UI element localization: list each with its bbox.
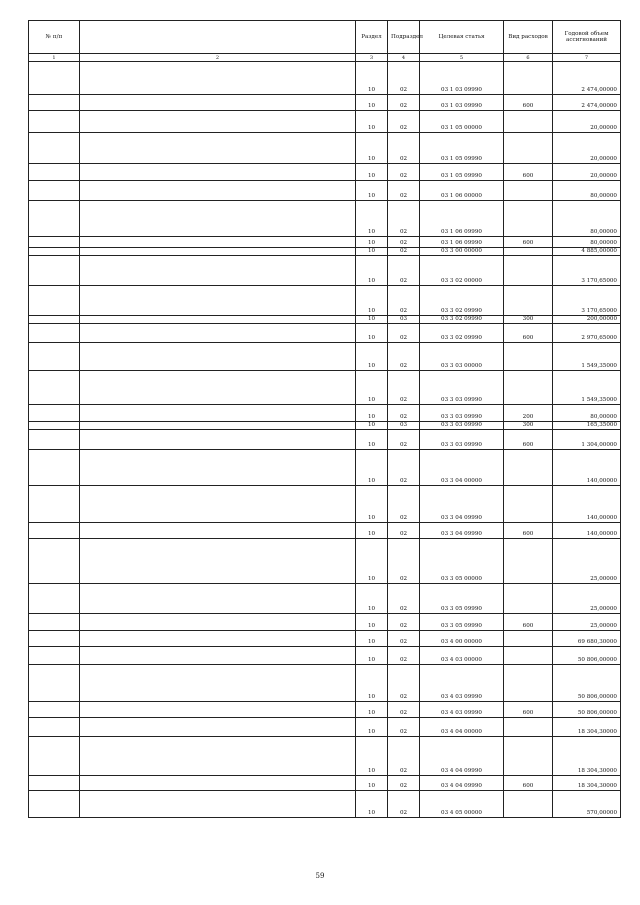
description-cell [80, 95, 356, 111]
table-row [29, 776, 621, 791]
table-row [29, 486, 621, 523]
subsection-cell: 02 [388, 286, 420, 316]
table-row [29, 584, 621, 614]
description-cell [80, 201, 356, 237]
amount-cell: 2 474,00000 [553, 95, 621, 111]
expense-type-cell [504, 647, 553, 665]
row-number-cell [29, 111, 80, 133]
subsection-cell: 02 [388, 324, 420, 343]
expense-type-cell [504, 371, 553, 405]
amount-cell: 50 806,00000 [553, 665, 621, 702]
subsection-cell: 02 [388, 201, 420, 237]
amount-cell: 80,00000 [553, 181, 621, 201]
target-item-cell: 03 3 04 00000 [420, 450, 504, 486]
expense-type-cell: 600 [504, 95, 553, 111]
target-item-cell: 03 3 02 09990 [420, 324, 504, 343]
amount-cell: 4 885,00000 [553, 248, 621, 256]
expense-type-cell [504, 286, 553, 316]
table-row [29, 450, 621, 486]
table-row [29, 614, 621, 631]
description-cell [80, 539, 356, 584]
row-number-cell [29, 737, 80, 776]
table-row [29, 718, 621, 737]
subsection-cell: 02 [388, 737, 420, 776]
column-number: 6 [504, 54, 553, 62]
expense-type-cell: 600 [504, 614, 553, 631]
target-item-cell: 03 4 03 00000 [420, 647, 504, 665]
expense-type-cell [504, 631, 553, 647]
description-cell [80, 405, 356, 422]
expense-type-cell [504, 111, 553, 133]
subsection-cell: 02 [388, 248, 420, 256]
header-target-item: Целевая статья [420, 21, 504, 54]
description-cell [80, 286, 356, 316]
table-row [29, 256, 621, 286]
section-cell: 10 [356, 164, 388, 181]
subsection-cell: 02 [388, 95, 420, 111]
subsection-cell: 02 [388, 405, 420, 422]
row-number-cell [29, 647, 80, 665]
amount-cell: 25,00000 [553, 584, 621, 614]
target-item-cell: 03 3 04 09990 [420, 486, 504, 523]
table-row [29, 133, 621, 164]
section-cell: 10 [356, 201, 388, 237]
description-cell [80, 718, 356, 737]
row-number-cell [29, 164, 80, 181]
table-row [29, 324, 621, 343]
expense-type-cell [504, 201, 553, 237]
section-cell: 10 [356, 237, 388, 248]
target-item-cell: 03 4 04 09990 [420, 737, 504, 776]
section-cell: 10 [356, 702, 388, 718]
column-number: 3 [356, 54, 388, 62]
amount-cell: 20,00000 [553, 111, 621, 133]
amount-cell: 1 549,35000 [553, 343, 621, 371]
amount-cell: 80,00000 [553, 405, 621, 422]
row-number-cell [29, 665, 80, 702]
expense-type-cell: 600 [504, 523, 553, 539]
subsection-cell: 02 [388, 665, 420, 702]
row-number-cell [29, 486, 80, 523]
description-cell [80, 776, 356, 791]
expense-type-cell [504, 737, 553, 776]
table-row [29, 422, 621, 430]
description-cell [80, 647, 356, 665]
row-number-cell [29, 422, 80, 430]
target-item-cell: 03 3 02 09990 [420, 316, 504, 324]
row-number-cell [29, 371, 80, 405]
header-annual-volume: Годовой объем ассигнований [553, 21, 621, 54]
table-row [29, 181, 621, 201]
subsection-cell: 02 [388, 133, 420, 164]
target-item-cell: 03 3 03 09990 [420, 430, 504, 450]
budget-table [28, 20, 621, 818]
target-item-cell: 03 3 02 00000 [420, 256, 504, 286]
row-number-cell [29, 324, 80, 343]
section-cell: 10 [356, 584, 388, 614]
description-cell [80, 450, 356, 486]
header-expense-type: Вид расходов [504, 21, 553, 54]
description-cell [80, 631, 356, 647]
row-number-cell [29, 776, 80, 791]
amount-cell: 18 304,30000 [553, 737, 621, 776]
description-cell [80, 62, 356, 95]
target-item-cell: 03 4 00 00000 [420, 631, 504, 647]
subsection-cell: 02 [388, 614, 420, 631]
expense-type-cell [504, 718, 553, 737]
page-number: 59 [315, 872, 325, 880]
section-cell: 10 [356, 286, 388, 316]
target-item-cell: 03 1 06 09990 [420, 237, 504, 248]
column-number: 4 [388, 54, 420, 62]
description-cell [80, 256, 356, 286]
table-row [29, 665, 621, 702]
section-cell: 10 [356, 371, 388, 405]
table-row [29, 371, 621, 405]
section-cell: 10 [356, 430, 388, 450]
subsection-cell: 02 [388, 343, 420, 371]
table-row [29, 343, 621, 371]
header-num: № п/п [29, 21, 80, 54]
expense-type-cell: 600 [504, 702, 553, 718]
amount-cell: 140,00000 [553, 523, 621, 539]
section-cell: 10 [356, 111, 388, 133]
header-row [29, 21, 621, 54]
subsection-cell: 02 [388, 539, 420, 584]
section-cell: 10 [356, 523, 388, 539]
amount-cell: 20,00000 [553, 164, 621, 181]
target-item-cell: 03 1 05 09990 [420, 133, 504, 164]
description-cell [80, 237, 356, 248]
target-item-cell: 03 4 04 00000 [420, 718, 504, 737]
table-row [29, 286, 621, 316]
section-cell: 10 [356, 405, 388, 422]
amount-cell: 1 549,35000 [553, 371, 621, 405]
expense-type-cell [504, 584, 553, 614]
amount-cell: 18 304,30000 [553, 776, 621, 791]
target-item-cell: 03 4 04 09990 [420, 776, 504, 791]
row-number-cell [29, 405, 80, 422]
target-item-cell: 03 4 05 00000 [420, 791, 504, 818]
target-item-cell: 03 4 03 09990 [420, 665, 504, 702]
target-item-cell: 03 3 05 00000 [420, 539, 504, 584]
row-number-cell [29, 614, 80, 631]
target-item-cell: 03 3 04 09990 [420, 523, 504, 539]
expense-type-cell [504, 133, 553, 164]
amount-cell: 80,00000 [553, 201, 621, 237]
subsection-cell: 02 [388, 523, 420, 539]
subsection-cell: 02 [388, 776, 420, 791]
row-number-cell [29, 286, 80, 316]
target-item-cell: 03 3 00 00000 [420, 248, 504, 256]
target-item-cell: 03 3 02 09990 [420, 286, 504, 316]
amount-cell: 1 304,00000 [553, 430, 621, 450]
table-row [29, 791, 621, 818]
section-cell: 10 [356, 248, 388, 256]
row-number-cell [29, 62, 80, 95]
column-number: 5 [420, 54, 504, 62]
row-number-cell [29, 702, 80, 718]
amount-cell: 25,00000 [553, 539, 621, 584]
table-row [29, 647, 621, 665]
amount-cell: 140,00000 [553, 486, 621, 523]
expense-type-cell [504, 539, 553, 584]
row-number-cell [29, 539, 80, 584]
subsection-cell: 02 [388, 450, 420, 486]
target-item-cell: 03 1 06 09990 [420, 201, 504, 237]
subsection-cell: 02 [388, 111, 420, 133]
description-cell [80, 181, 356, 201]
subsection-cell: 02 [388, 647, 420, 665]
amount-cell: 20,00000 [553, 133, 621, 164]
subsection-cell: 02 [388, 791, 420, 818]
description-cell [80, 371, 356, 405]
description-cell [80, 316, 356, 324]
table-row [29, 111, 621, 133]
header-subsection: Подраздел [388, 21, 420, 54]
subsection-cell: 02 [388, 237, 420, 248]
row-number-cell [29, 256, 80, 286]
section-cell: 10 [356, 343, 388, 371]
table-row [29, 62, 621, 95]
section-cell: 10 [356, 539, 388, 584]
target-item-cell: 03 1 05 09990 [420, 164, 504, 181]
expense-type-cell [504, 181, 553, 201]
row-number-cell [29, 343, 80, 371]
section-cell: 10 [356, 791, 388, 818]
section-cell: 10 [356, 133, 388, 164]
description-cell [80, 324, 356, 343]
section-cell: 10 [356, 776, 388, 791]
table-row [29, 201, 621, 237]
row-number-cell [29, 791, 80, 818]
row-number-cell [29, 201, 80, 237]
amount-cell: 165,35000 [553, 422, 621, 430]
amount-cell: 18 304,30000 [553, 718, 621, 737]
row-number-cell [29, 523, 80, 539]
expense-type-cell [504, 450, 553, 486]
target-item-cell: 03 3 05 09990 [420, 614, 504, 631]
description-cell [80, 702, 356, 718]
section-cell: 10 [356, 62, 388, 95]
amount-cell: 80,00000 [553, 237, 621, 248]
subsection-cell: 02 [388, 181, 420, 201]
header-section: Раздел [356, 21, 388, 54]
expense-type-cell: 600 [504, 776, 553, 791]
row-number-cell [29, 430, 80, 450]
row-number-cell [29, 181, 80, 201]
expense-type-cell [504, 665, 553, 702]
subsection-cell: 03 [388, 316, 420, 324]
amount-cell: 3 170,65000 [553, 286, 621, 316]
description-cell [80, 486, 356, 523]
amount-cell: 25,00000 [553, 614, 621, 631]
target-item-cell: 03 3 03 09990 [420, 422, 504, 430]
subsection-cell: 02 [388, 486, 420, 523]
row-number-cell [29, 450, 80, 486]
table-row [29, 631, 621, 647]
section-cell: 10 [356, 665, 388, 702]
table-row [29, 523, 621, 539]
expense-type-cell: 600 [504, 237, 553, 248]
target-item-cell: 03 4 03 09990 [420, 702, 504, 718]
target-item-cell: 03 1 05 00000 [420, 111, 504, 133]
target-item-cell: 03 1 06 00000 [420, 181, 504, 201]
table-row [29, 430, 621, 450]
description-cell [80, 584, 356, 614]
section-cell: 10 [356, 737, 388, 776]
description-cell [80, 133, 356, 164]
table-row [29, 405, 621, 422]
section-cell: 10 [356, 718, 388, 737]
subsection-cell: 02 [388, 62, 420, 95]
column-number: 1 [29, 54, 80, 62]
section-cell: 10 [356, 422, 388, 430]
expense-type-cell [504, 248, 553, 256]
section-cell: 10 [356, 631, 388, 647]
description-cell [80, 164, 356, 181]
description-cell [80, 665, 356, 702]
expense-type-cell [504, 62, 553, 95]
target-item-cell: 03 3 05 09990 [420, 584, 504, 614]
table-body [29, 62, 621, 818]
expense-type-cell: 300 [504, 422, 553, 430]
target-item-cell: 03 1 03 09990 [420, 95, 504, 111]
amount-cell: 200,00000 [553, 316, 621, 324]
row-number-cell [29, 631, 80, 647]
section-cell: 10 [356, 450, 388, 486]
subsection-cell: 02 [388, 256, 420, 286]
description-cell [80, 737, 356, 776]
column-number: 2 [80, 54, 356, 62]
subsection-cell: 03 [388, 422, 420, 430]
column-number: 7 [553, 54, 621, 62]
section-cell: 10 [356, 614, 388, 631]
subsection-cell: 02 [388, 164, 420, 181]
row-number-cell [29, 316, 80, 324]
subsection-cell: 02 [388, 702, 420, 718]
subsection-cell: 02 [388, 584, 420, 614]
expense-type-cell [504, 343, 553, 371]
description-cell [80, 791, 356, 818]
table-row [29, 237, 621, 248]
description-cell [80, 614, 356, 631]
table-row [29, 702, 621, 718]
row-number-cell [29, 237, 80, 248]
section-cell: 10 [356, 256, 388, 286]
section-cell: 10 [356, 486, 388, 523]
subsection-cell: 02 [388, 631, 420, 647]
target-item-cell: 03 3 03 00000 [420, 343, 504, 371]
column-number-row [29, 54, 621, 62]
amount-cell: 2 474,00000 [553, 62, 621, 95]
target-item-cell: 03 1 03 09990 [420, 62, 504, 95]
description-cell [80, 248, 356, 256]
expense-type-cell: 600 [504, 324, 553, 343]
description-cell [80, 111, 356, 133]
amount-cell: 2 970,65000 [553, 324, 621, 343]
subsection-cell: 02 [388, 371, 420, 405]
expense-type-cell [504, 486, 553, 523]
row-number-cell [29, 584, 80, 614]
table-row [29, 316, 621, 324]
description-cell [80, 430, 356, 450]
expense-type-cell: 600 [504, 430, 553, 450]
table-row [29, 248, 621, 256]
expense-type-cell: 200 [504, 405, 553, 422]
row-number-cell [29, 248, 80, 256]
subsection-cell: 02 [388, 430, 420, 450]
section-cell: 10 [356, 324, 388, 343]
section-cell: 10 [356, 647, 388, 665]
row-number-cell [29, 95, 80, 111]
target-item-cell: 03 3 03 09990 [420, 371, 504, 405]
description-cell [80, 343, 356, 371]
section-cell: 10 [356, 316, 388, 324]
section-cell: 10 [356, 181, 388, 201]
table-row [29, 95, 621, 111]
expense-type-cell: 600 [504, 164, 553, 181]
row-number-cell [29, 718, 80, 737]
amount-cell: 69 680,30000 [553, 631, 621, 647]
table-row [29, 164, 621, 181]
description-cell [80, 523, 356, 539]
section-cell: 10 [356, 95, 388, 111]
expense-type-cell [504, 256, 553, 286]
amount-cell: 140,00000 [553, 450, 621, 486]
amount-cell: 570,00000 [553, 791, 621, 818]
row-number-cell [29, 133, 80, 164]
expense-type-cell: 300 [504, 316, 553, 324]
table-row [29, 539, 621, 584]
target-item-cell: 03 3 03 09990 [420, 405, 504, 422]
expense-type-cell [504, 791, 553, 818]
amount-cell: 50 806,00000 [553, 702, 621, 718]
subsection-cell: 02 [388, 718, 420, 737]
header-description [80, 21, 356, 54]
table-row [29, 737, 621, 776]
amount-cell: 50 806,00000 [553, 647, 621, 665]
amount-cell: 3 170,65000 [553, 256, 621, 286]
description-cell [80, 422, 356, 430]
